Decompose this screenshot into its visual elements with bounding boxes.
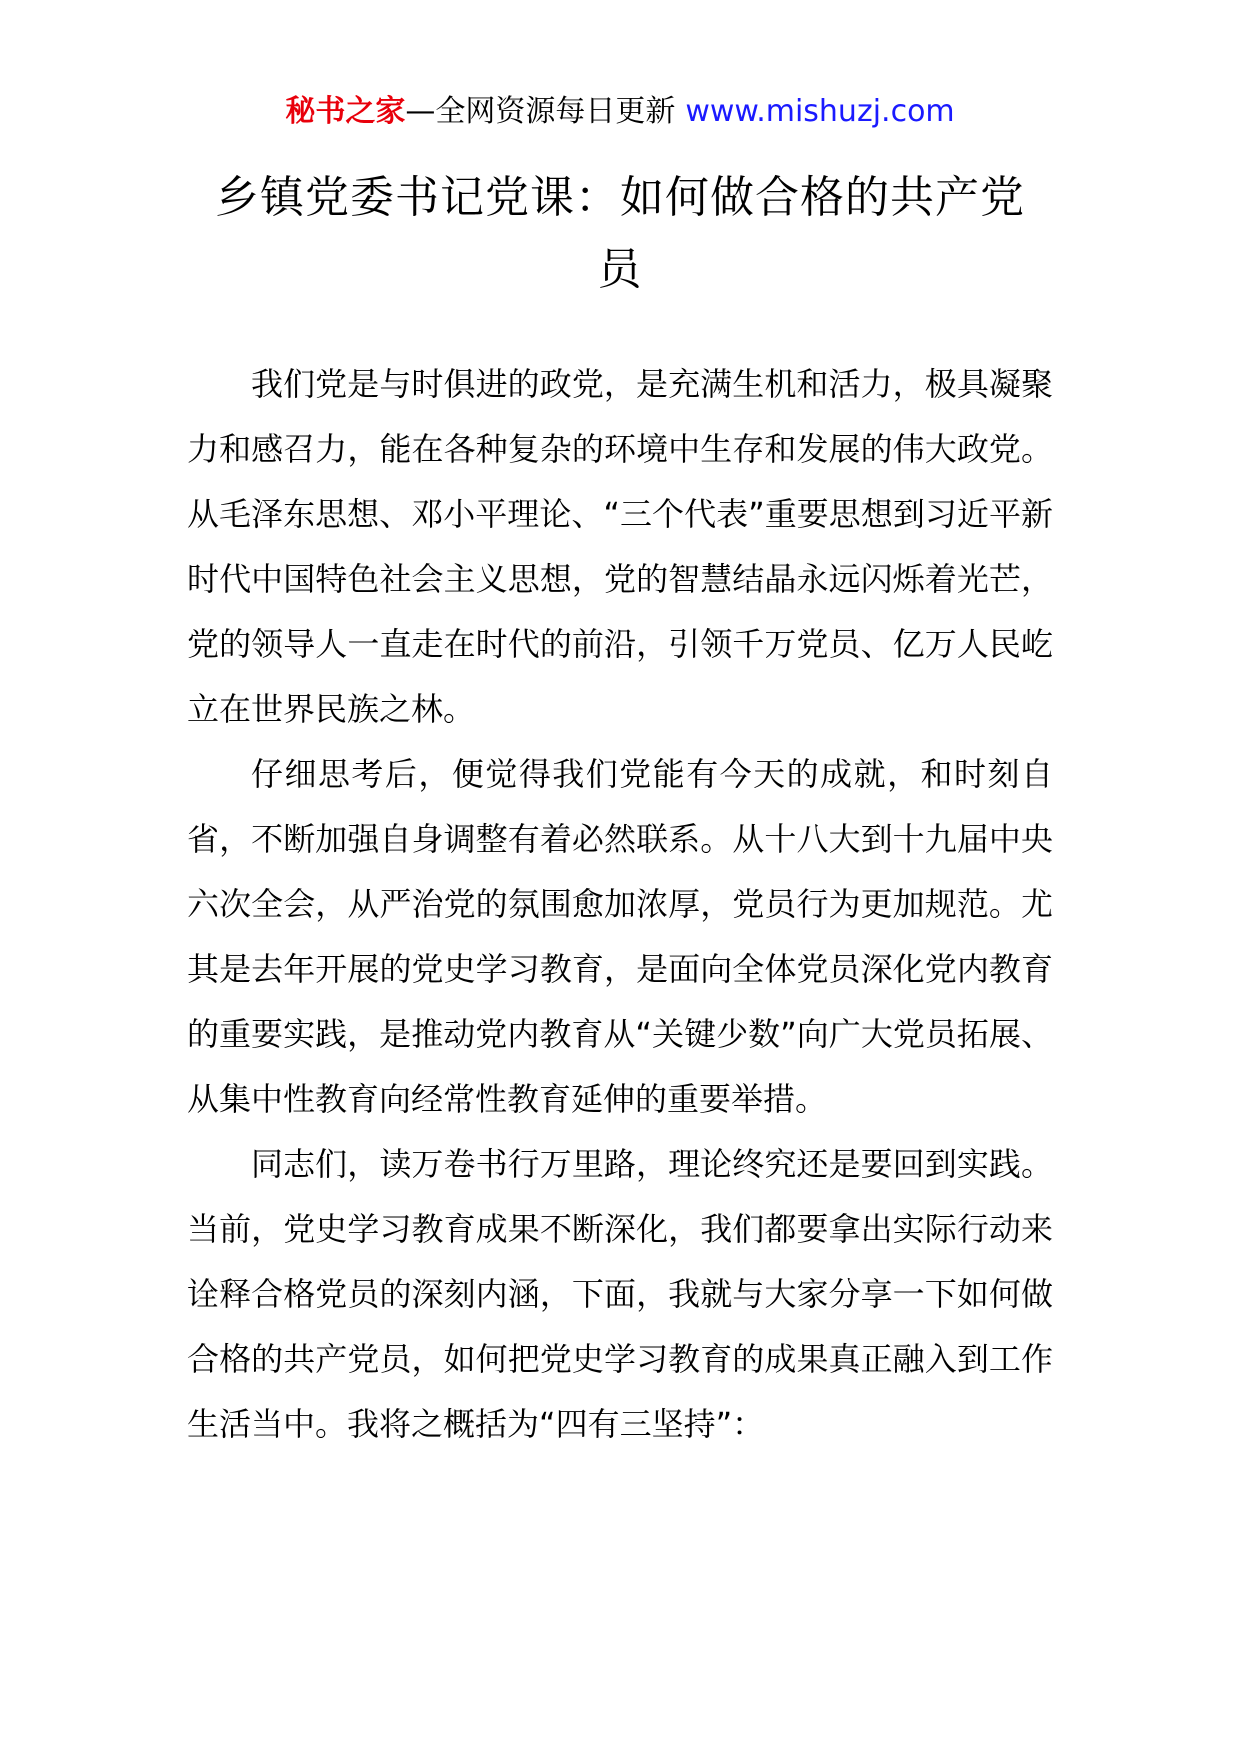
paragraph-1: 我们党是与时俱进的政党，是充满生机和活力，极具凝聚力和感召力，能在各种复杂的环境中生存和发展的伟大政党。从毛泽东思想、邓小平理论、“三个代表”重要思想到习近平新时代中国特色社会主义思想，党的智慧结晶永远闪烁着光芒，党的领导人一直走在时代的前沿，引领千万党员、亿万人民屹立在世界民族之林。: [187, 365, 1053, 728]
document-title: 乡镇党委书记党课：如何做合格的共产党员: [215, 172, 1025, 295]
site-url-link[interactable]: www.mishuzj.com: [685, 94, 955, 129]
header-tagline: —全网资源每日更新: [405, 94, 676, 129]
document-body: [187, 352, 1053, 1457]
site-header: [0, 92, 1240, 132]
paragraph-2: 仔细思考后，便觉得我们党能有今天的成就，和时刻自省，不断加强自身调整有着必然联系。从十八大到十九届中央六次全会，从严治党的氛围愈加浓厚，党员行为更加规范。尤其是去年开展的党史学习教育，是面向全体党员深化党内教育的重要实践，是推动党内教育从“关键少数”向广大党员拓展、从集中性教育向经常性教育延伸的重要举措。: [187, 755, 1053, 1118]
paragraph-3: 同志们，读万卷书行万里路，理论终究还是要回到实践。当前，党史学习教育成果不断深化，我们都要拿出实际行动来诠释合格党员的深刻内涵，下面，我就与大家分享一下如何做合格的共产党员，如何把党史学习教育的成果真正融入到工作生活当中。我将之概括为“四有三坚持”：: [187, 1145, 1053, 1443]
brand-name: 秘书之家: [285, 94, 406, 129]
